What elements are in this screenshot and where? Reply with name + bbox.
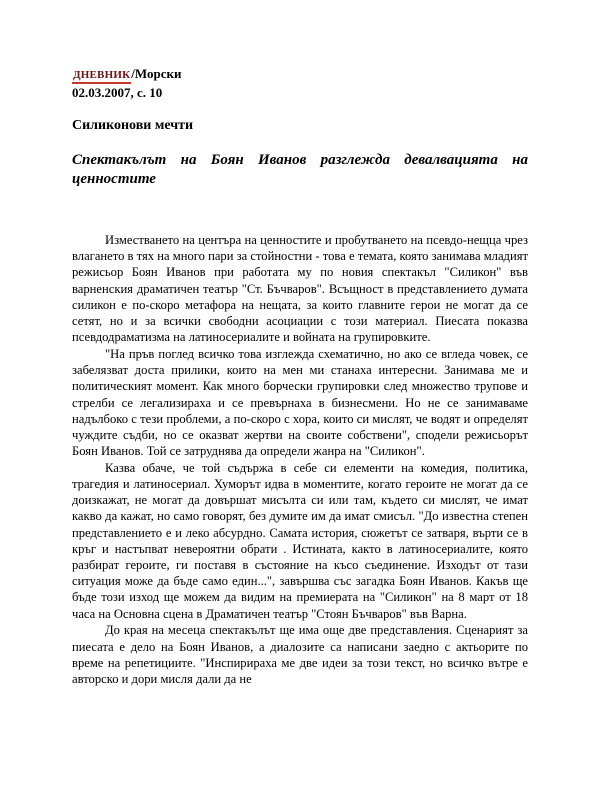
paragraph-4: До края на месеца спектакълът ще има още две представления. Сценарият за пиесата е дело на Боян Иванов, а диалозите са написани заедно с актьорите по време на репетициите. "Инспирираха ме две идеи за този текст, но всичко вътре е авторско и дори мисля дали да не: [72, 623, 528, 686]
masthead: [72, 66, 182, 84]
article-subtitle: Спектакълът на Боян Иванов разглежда девалвацията на ценностите: [72, 152, 528, 187]
article-title: Силиконови мечти: [72, 118, 194, 133]
paragraph-1: Изместването на центъра на ценностите и пробутването на псевдо-нещца чрез влагането в тях на много пари за стойностни - това е темата, която занимава младият режисьор Боян Иванов при работата му по новия спектакъл "Силикон" във варненския драматичен театър "Ст. Бъчваров". Всъщност в представлението думата силикон е по-скоро метафора на нещата, за които главните герои не могат да се сетят, но и за всички свободни асоциации с този материал. Пиесата показва псевдодраматизма на латиносериалите и войната на групировките.: [72, 233, 528, 345]
newspaper-logo: ДНЕВНИК: [72, 69, 131, 84]
dateline: 02.03.2007, с. 10: [72, 85, 163, 100]
paragraph-3: Казва обаче, че той съдържа в себе си елементи на комедия, политика, трагедия и латиносериал. Хуморът идва в моментите, когато героите не могат да се доизкажат, не могат да довършат мисълта си или там, където си мислят, че имат какво да кажат, но само говорят, без думите им да имат смисъл. "До известна степен представлението е и леко абсурдно. Самата история, сюжетът се затваря, върти се в кръг и настъпват невероятни обрати . Истината, както в латиносериалите, която разбират героите, ги поставя в състояние на късо съединение. Изходът от тази ситуация може да бъде само един...", завършва със загадка Боян Иванов. Какъв ще бъде този изход ще можем да видим на премиерата на "Силикон" на 8 март от 18 часа на Основна сцена в Драматичен театър "Стоян Бъчваров" във Варна.: [72, 460, 528, 621]
paragraph-2: "На пръв поглед всичко това изглежда схематично, но ако се вгледа човек, се забелязват доста прилики, които на мен ми станаха интересни. Занимава ме и политическият момент. Как много борчески групировки след множество трупове и стрелби се легализираха и се превърнаха в бизнесмени. Но не се занимаваме надълбоко с тези проблеми, а по-скоро с хора, които си мислят, че водят и определят чуждите съдби, но се оказват жертви на своите собствени", сподели режисьорът Боян Иванов. Той се затруднява да определи жанра на "Силикон".: [72, 346, 528, 459]
section-name: /Морски: [131, 66, 182, 81]
article-body: [72, 232, 528, 688]
